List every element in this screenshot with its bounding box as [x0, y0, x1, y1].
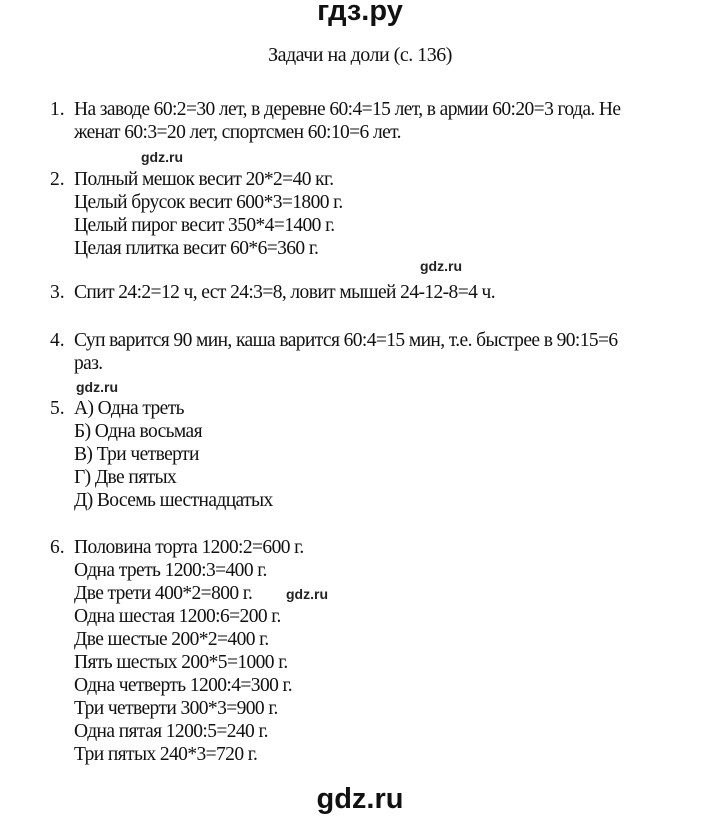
site-logo[interactable]: гдз.ру: [317, 0, 403, 27]
item-line: женат 60:3=20 лет, спортсмен 60:10=6 лет.: [74, 122, 401, 143]
item-line: Две шестые 200*2=400 г.: [74, 629, 269, 650]
item-line: Половина торта 1200:2=600 г.: [74, 537, 304, 558]
item-number: 6.: [50, 537, 65, 558]
item-line: Одна пятая 1200:5=240 г.: [74, 721, 268, 742]
item-line: Д) Восемь шестнадцатых: [74, 490, 273, 511]
item-line: На заводе 60:2=30 лет, в деревне 60:4=15 лет, в армии 60:20=3 года. Не: [74, 99, 621, 120]
item-line: Суп варится 90 мин, каша варится 60:4=15 мин, т.е. быстрее в 90:15=6: [74, 330, 618, 351]
item-line: Целая плитка весит 60*6=360 г.: [74, 238, 319, 259]
page-title: Задачи на доли (с. 136): [268, 44, 452, 66]
item-line: Целый брусок весит 600*3=1800 г.: [74, 192, 343, 213]
watermark: gdz.ru: [420, 258, 462, 274]
item-line: раз.: [74, 353, 103, 374]
watermark: gdz.ru: [286, 586, 328, 602]
item-line: Одна шестая 1200:6=200 г.: [74, 606, 281, 627]
item-line: В) Три четверти: [74, 444, 199, 465]
item-line: Одна четверть 1200:4=300 г.: [74, 675, 292, 696]
item-line: Полный мешок весит 20*2=40 кг.: [74, 169, 334, 190]
item-number: 3.: [50, 282, 65, 303]
watermark: gdz.ru: [141, 149, 183, 165]
item-number: 5.: [50, 398, 65, 419]
item-line: Пять шестых 200*5=1000 г.: [74, 652, 288, 673]
item-line: Спит 24:2=12 ч, ест 24:3=8, ловит мышей 24-12-8=4 ч.: [74, 282, 496, 303]
footer-logo[interactable]: gdz.ru: [316, 783, 404, 815]
item-number: 2.: [50, 169, 65, 190]
item-line: А) Одна треть: [74, 398, 184, 419]
item-line: Целый пирог весит 350*4=1400 г.: [74, 215, 335, 236]
watermark: gdz.ru: [76, 379, 118, 395]
item-number: 4.: [50, 330, 65, 351]
item-line: Две трети 400*2=800 г.: [74, 583, 253, 604]
item-number: 1.: [50, 99, 65, 120]
item-line: Г) Две пятых: [74, 467, 177, 488]
item-line: Б) Одна восьмая: [74, 421, 202, 442]
item-line: Одна треть 1200:3=400 г.: [74, 560, 267, 581]
item-line: Три четверти 300*3=900 г.: [74, 698, 278, 719]
item-line: Три пятых 240*3=720 г.: [74, 744, 258, 765]
